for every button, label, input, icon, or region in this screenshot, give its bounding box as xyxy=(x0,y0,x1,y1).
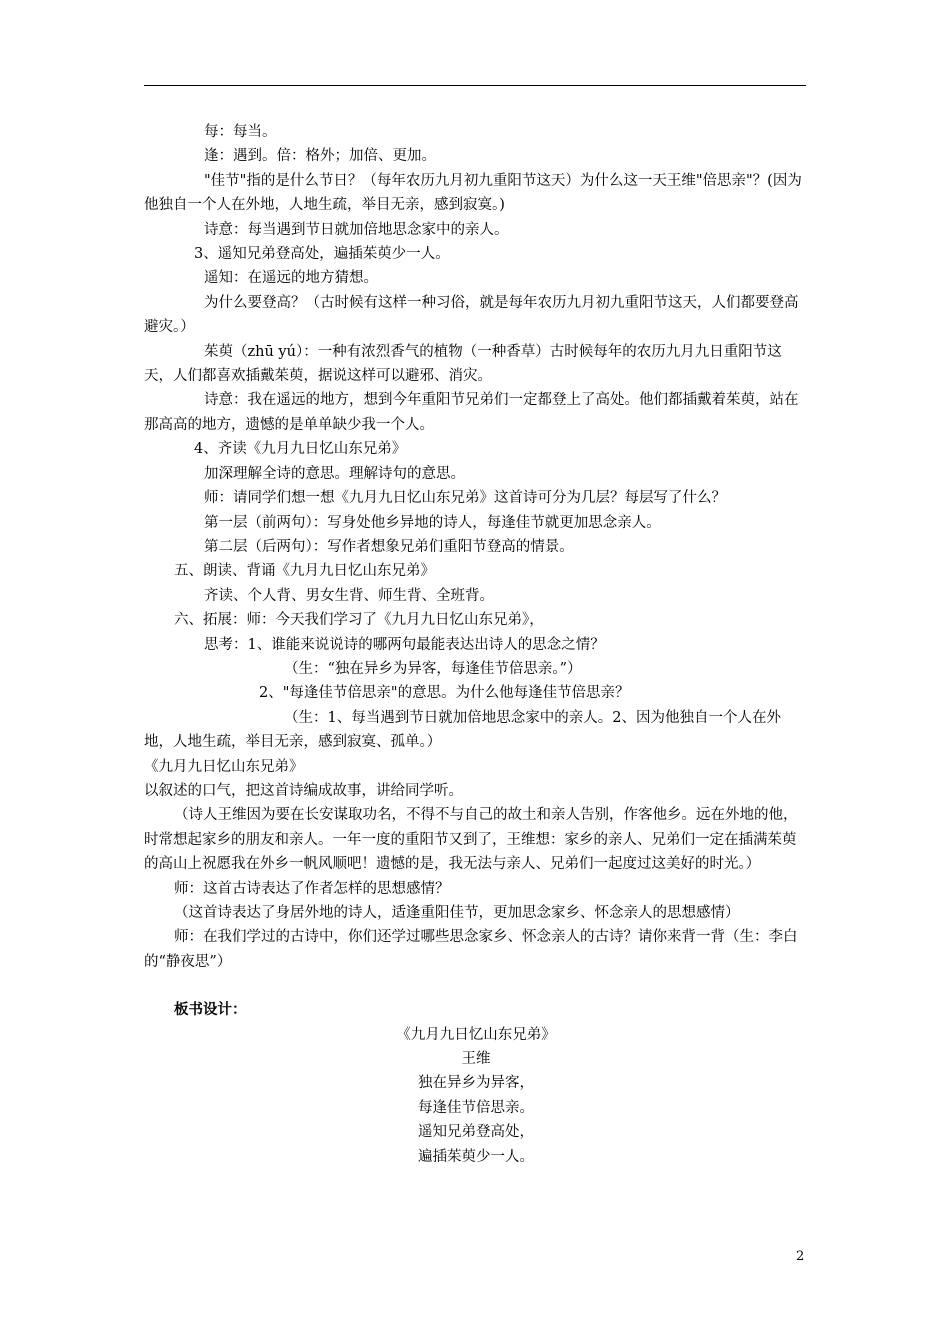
text-line: 诗意：我在遥远的地方，想到今年重阳节兄弟们一定都登上了高处。他们都插戴着茱萸，站在那高高的地方，遗憾的是单单缺少我一个人。 xyxy=(144,392,799,433)
board-title: 《九月九日忆山东兄弟》 xyxy=(396,1026,556,1043)
text-line: 每：每当。 xyxy=(204,124,277,140)
text-line: 逢：遇到。倍：格外；加倍、更加。 xyxy=(204,148,436,165)
text-line: 第一层（前两句）：写身处他乡异地的诗人，每逢佳节就更加思念亲人。 xyxy=(204,514,661,531)
board-verse: 每逢佳节倍思亲。 xyxy=(418,1099,534,1116)
text-line: 五、朗读、背诵《九月九日忆山东兄弟》 xyxy=(174,563,435,580)
text-line: 师：在我们学过的古诗中，你们还学过哪些思念家乡、怀念亲人的古诗？请你来背一背（生：李白的“静夜思”） xyxy=(144,929,798,970)
header-rule xyxy=(144,85,806,86)
text-line: 茱萸（zhū yú）：一种有浓烈香气的植物（一种香草）古时候每年的农历九月九日重阳节这天，人们都喜欢插戴茱萸，据说这样可以避邪、消灾。 xyxy=(144,343,782,385)
page-number: 2 xyxy=(796,1249,805,1264)
text-line: （这首诗表达了身居外地的诗人，适逢重阳佳节，更加思念家乡、怀念亲人的思想感情） xyxy=(174,905,740,921)
text-line: 2、"每逢佳节倍思亲"的意思。为什么他每逢佳节倍思亲？ xyxy=(259,685,630,702)
text-line: 加深理解全诗的意思。理解诗句的意思。 xyxy=(204,465,465,482)
text-line: 诗意：每当遇到节日就加倍地思念家中的亲人。 xyxy=(204,221,509,238)
text-line: 《九月九日忆山东兄弟》 xyxy=(144,758,304,775)
text-line: （生：“独在异乡为异客，每逢佳节倍思亲。”） xyxy=(284,660,582,677)
text-line: 齐读、个人背、男女生背、师生背、全班背。 xyxy=(204,587,494,604)
text-line: 4、齐读《九月九日忆山东兄弟》 xyxy=(194,441,407,458)
board-heading: 板书设计： xyxy=(174,1001,247,1019)
lesson-body xyxy=(144,120,808,1169)
text-line: 3、遥知兄弟登高处，遍插茱萸少一人。 xyxy=(194,246,450,263)
text-line: （生：1、每当遇到节日就加倍地思念家中的亲人。2、因为他独自一个人在外地，人地生疏，举目无亲，感到寂寞、孤单。） xyxy=(144,709,781,751)
text-line: 第二层（后两句）：写作者想象兄弟们重阳节登高的情景。 xyxy=(204,538,574,555)
board-verse: 遥知兄弟登高处， xyxy=(418,1124,534,1141)
text-line: 师：这首古诗表达了作者怎样的思想感情？ xyxy=(174,880,450,897)
text-line: 以叙述的口气，把这首诗编成故事，讲给同学听。 xyxy=(144,782,463,799)
text-line: （诗人王维因为要在长安谋取功名，不得不与自己的故土和亲人告别，作客他乡。远在外地的他，时常想起家乡的朋友和亲人。一年一度的重阳节又到了，王维想：家乡的亲人、兄弟们一定在插满茱萸的高山上祝愿我在外乡一帆风顺吧！遗憾的是，我无法与亲人、兄弟们一起度过这美好的时光。） xyxy=(144,807,798,873)
board-author: 王维 xyxy=(461,1051,491,1068)
text-line: "佳节"指的是什么节日？（每年农历九月初九重阳节这天）为什么这一天王维"倍思亲"？(因为他独自一个人在外地，人地生疏，举目无亲，感到寂寞。) xyxy=(144,172,802,214)
text-line: 思考：1、谁能来说说诗的哪两句最能表达出诗人的思念之情？ xyxy=(204,636,605,653)
text-line: 遥知：在遥远的地方猜想。 xyxy=(204,270,378,287)
text-line: 为什么要登高？（古时候有这样一种习俗，就是每年农历九月初九重阳节这天，人们都要登高避灾。） xyxy=(144,294,799,336)
text-line: 师：请同学们想一想《九月九日忆山东兄弟》这首诗可分为几层？每层写了什么？ xyxy=(204,490,726,507)
board-verse: 独在异乡为异客， xyxy=(418,1075,534,1092)
text-line: 六、拓展：师：今天我们学习了《九月九日忆山东兄弟》， xyxy=(174,612,544,629)
board-verse: 遍插茱萸少一人。 xyxy=(418,1148,534,1165)
